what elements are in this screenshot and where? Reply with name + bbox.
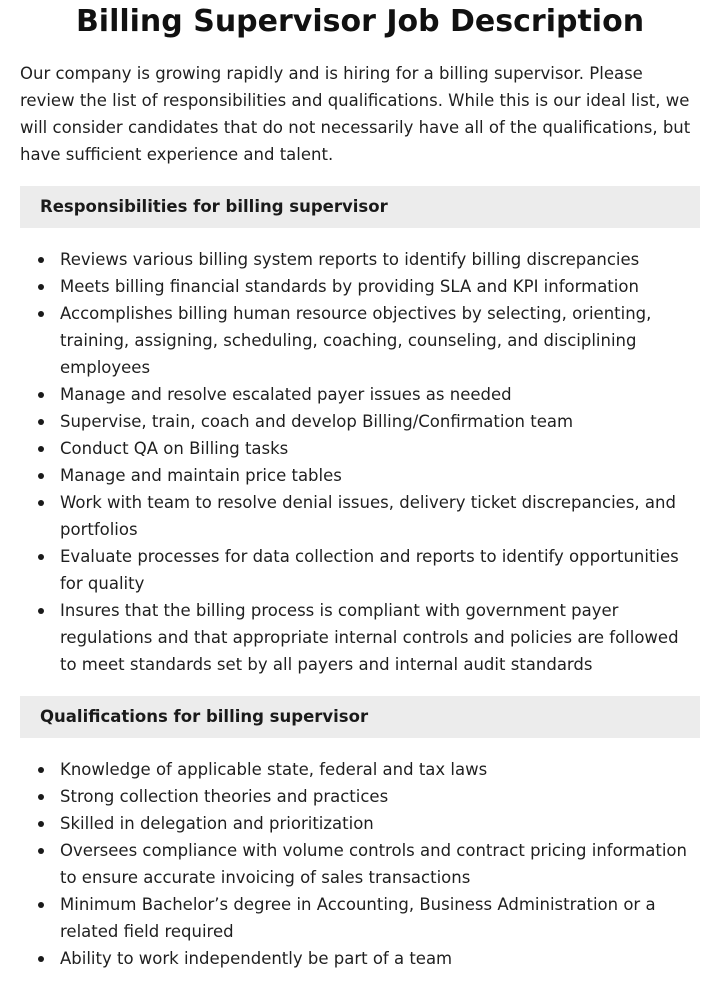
list-item: Manage and resolve escalated payer issues as needed: [60, 381, 700, 408]
list-item: Strong collection theories and practices: [60, 783, 700, 810]
list-item: Conduct QA on Billing tasks: [60, 435, 700, 462]
responsibilities-list: [20, 246, 700, 678]
responsibilities-heading: Responsibilities for billing supervisor: [20, 186, 700, 228]
list-item: Knowledge of applicable state, federal and tax laws: [60, 756, 700, 783]
qualifications-list: [20, 756, 700, 972]
list-item: Insures that the billing process is compliant with government payer regulations and that appropriate internal controls and policies are followed to meet standards set by all payers and internal audit standards: [60, 597, 700, 678]
list-item: Meets billing financial standards by providing SLA and KPI information: [60, 273, 700, 300]
page-title: Billing Supervisor Job Description: [75, 4, 645, 39]
list-item: Accomplishes billing human resource objectives by selecting, orienting, training, assigning, scheduling, coaching, counseling, and disciplining employees: [60, 300, 700, 381]
qualifications-heading: Qualifications for billing supervisor: [20, 696, 700, 738]
list-item: Reviews various billing system reports to identify billing discrepancies: [60, 246, 700, 273]
list-item: Oversees compliance with volume controls and contract pricing information to ensure accurate invoicing of sales transactions: [60, 837, 700, 891]
list-item: Supervise, train, coach and develop Billing/Confirmation team: [60, 408, 700, 435]
list-item: Work with team to resolve denial issues, delivery ticket discrepancies, and portfolios: [60, 489, 700, 543]
intro-paragraph: Our company is growing rapidly and is hiring for a billing supervisor. Please review the list of responsibilities and qualifications. While this is our ideal list, we will consider candidates that do not necessarily have all of the qualifications, but have sufficient experience and talent.: [20, 64, 691, 164]
list-item: Minimum Bachelor’s degree in Accounting, Business Administration or a related field required: [60, 891, 700, 945]
list-item: Ability to work independently be part of a team: [60, 945, 700, 972]
list-item: Skilled in delegation and prioritization: [60, 810, 700, 837]
list-item: Evaluate processes for data collection and reports to identify opportunities for quality: [60, 543, 700, 597]
list-item: Manage and maintain price tables: [60, 462, 700, 489]
